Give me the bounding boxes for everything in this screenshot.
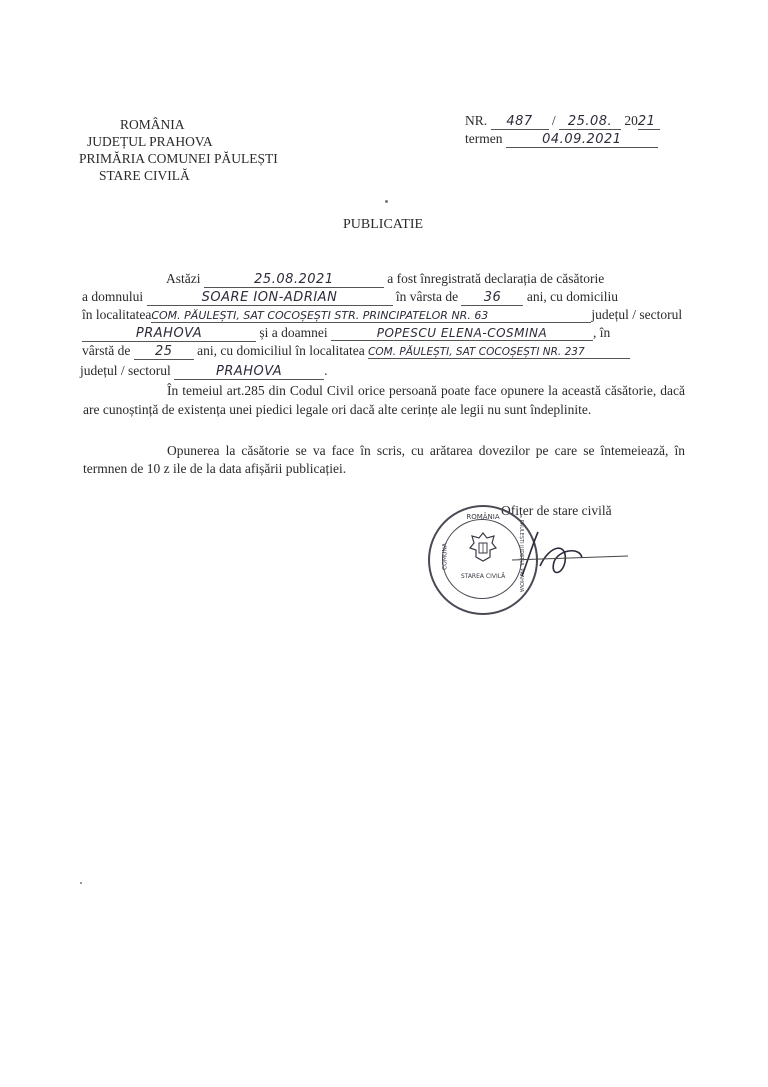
- body-line-4: [82, 325, 610, 342]
- date-separator: /: [551, 113, 556, 128]
- stamp-left-text: COMUNA: [441, 542, 449, 571]
- groom-domicile-label: ani, cu domiciliu: [526, 289, 618, 304]
- groom-locality-label: în localitatea: [82, 307, 152, 322]
- registration-term: [465, 131, 658, 148]
- registration-date: 25.08.: [559, 114, 621, 130]
- body-line-2: [82, 289, 618, 306]
- groom-address: COM. PĂULEȘTI, SAT COCOȘEȘTI STR. PRINCIPATELOR NR. 63: [151, 309, 591, 323]
- date-label: Astăzi: [166, 271, 201, 286]
- legal-paragraph-1: În temeiul art.285 din Codul Civil orice persoană poate face opunere la această căsătorie, dacă are cunoștință de existența unei piedici legale ori dacă alte cerințe ale legii nu sunt îndeplinite.: [83, 383, 685, 417]
- year-value: 21: [638, 114, 660, 130]
- nr-label: NR.: [465, 113, 488, 128]
- bride-address: COM. PĂULEȘTI, SAT COCOȘEȘTI NR. 237: [368, 346, 630, 359]
- bride-label: și a doamnei: [259, 325, 328, 340]
- year-prefix: 20: [624, 113, 638, 128]
- body-line-3: [82, 307, 682, 323]
- registration-number: [465, 113, 660, 130]
- coat-of-arms-icon: [468, 531, 498, 563]
- body-line-5: [82, 343, 630, 360]
- term-label: termen: [465, 131, 503, 146]
- groom-age-label: în vârsta de: [395, 289, 459, 304]
- body-line-6: [80, 363, 327, 380]
- stamp-top-text: ROMÂNIA: [466, 513, 500, 521]
- header-department: STARE CIVILĂ: [99, 168, 190, 183]
- stamp-right-text: PĂULEȘTI JUDEȚUL PRAHOVA: [518, 519, 524, 593]
- officer-signature: [510, 526, 630, 586]
- nr-value: 487: [491, 114, 549, 130]
- page-title: PUBLICATIE: [343, 217, 424, 232]
- groom-name: SOARE ION-ADRIAN: [147, 290, 393, 306]
- bride-domicile-label: ani, cu domiciliul în localitatea: [197, 343, 365, 358]
- bride-county: PRAHOVA: [174, 364, 324, 380]
- bride-county-label: județul / sectorul: [80, 363, 171, 378]
- groom-county: PRAHOVA: [82, 326, 256, 342]
- mark-dot: [385, 200, 388, 203]
- declaration-date: 25.08.2021: [204, 272, 384, 288]
- term-value: 04.09.2021: [506, 132, 658, 148]
- bride-age: 25: [134, 344, 194, 360]
- groom-label: a domnului: [82, 289, 144, 304]
- mark-dot: [80, 882, 82, 884]
- bride-suffix: , în: [592, 325, 611, 340]
- header-county: JUDEȚUL PRAHOVA: [87, 134, 213, 149]
- stamp-center-text: STAREA CIVILĂ: [460, 573, 506, 580]
- body-line-1: [166, 271, 604, 288]
- line-end-dot: .: [324, 363, 328, 378]
- bride-age-label: vârstă de: [82, 343, 131, 358]
- groom-age: 36: [461, 290, 523, 306]
- header-town-hall: PRIMĂRIA COMUNEI PĂULEȘTI: [79, 151, 278, 166]
- header-country: ROMÂNIA: [120, 117, 185, 132]
- officer-label: Ofițer de stare civilă: [501, 503, 612, 518]
- declaration-text: a fost înregistrată declarația de căsătorie: [387, 271, 605, 286]
- bride-name: POPESCU ELENA-COSMINA: [331, 326, 593, 341]
- groom-county-label: județul / sectorul: [591, 307, 683, 322]
- legal-paragraph-2: Opunerea la căsătorie se va face în scris, cu arătarea dovezilor pe care se întemeiează, în termnen de 10 z ile de la data afișării publicației.: [83, 443, 685, 476]
